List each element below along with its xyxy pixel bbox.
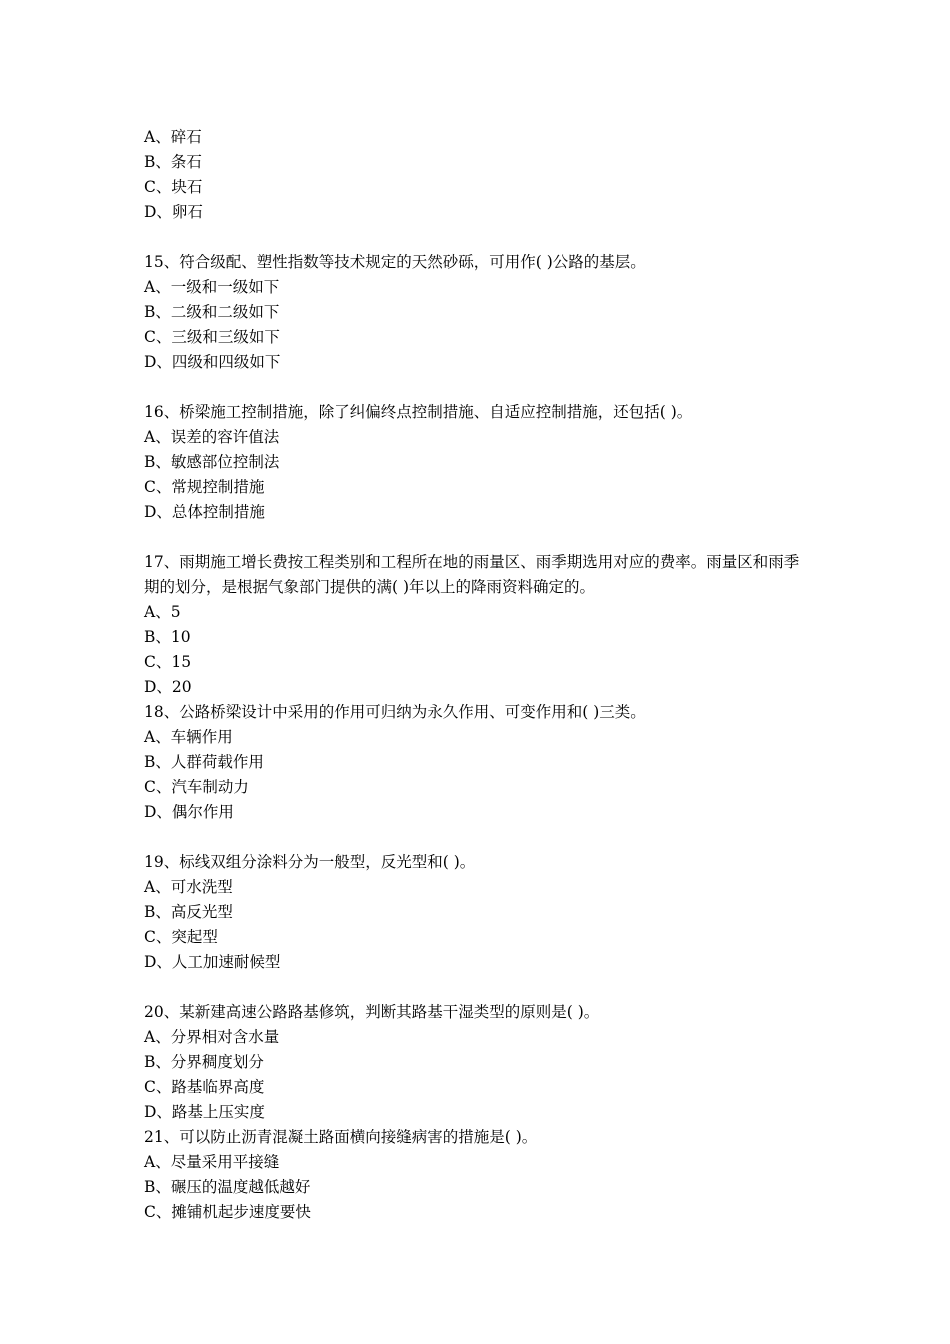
option-b: B、高反光型: [144, 903, 233, 921]
option-a: A、一级和一级如下: [144, 278, 280, 296]
option-a: A、车辆作用: [144, 728, 233, 746]
question-16-stem: 16、桥梁施工控制措施，除了纠偏终点控制措施、自适应控制措施，还包括( )。: [144, 403, 693, 421]
option-c: C、路基临界高度: [144, 1078, 265, 1096]
option-b: B、敏感部位控制法: [144, 453, 280, 471]
option-b: B、10: [144, 628, 191, 646]
question-list: [144, 125, 814, 1225]
option-d: D、四级和四级如下: [144, 353, 281, 371]
option-b: B、碾压的温度越低越好: [144, 1178, 311, 1196]
option-a: A、碎石: [144, 128, 202, 146]
question-20-stem: 20、某新建高速公路路基修筑，判断其路基干湿类型的原则是( )。: [144, 1003, 600, 1021]
option-d: D、总体控制措施: [144, 503, 265, 521]
paragraph-gap: [144, 225, 814, 250]
option-a: A、误差的容许值法: [144, 428, 280, 446]
option-c: C、块石: [144, 178, 203, 196]
option-b: B、人群荷载作用: [144, 753, 264, 771]
paragraph-gap: [144, 825, 814, 850]
option-a: A、可水洗型: [144, 878, 233, 896]
paragraph-gap: [144, 975, 814, 1000]
option-d: D、路基上压实度: [144, 1103, 265, 1121]
option-d: D、卵石: [144, 203, 203, 221]
option-a: A、分界相对含水量: [144, 1028, 280, 1046]
option-c: C、常规控制措施: [144, 478, 265, 496]
question-17-stem: 17、雨期施工增长费按工程类别和工程所在地的雨量区、雨季期选用对应的费率。雨量区和雨季期的划分，是根据气象部门提供的满( )年以上的降雨资料确定的。: [144, 553, 800, 596]
question-21-stem: 21、可以防止沥青混凝土路面横向接缝病害的措施是( )。: [144, 1128, 538, 1146]
paragraph-gap: [144, 525, 814, 550]
option-c: C、汽车制动力: [144, 778, 249, 796]
question-15-stem: 15、符合级配、塑性指数等技术规定的天然砂砾，可用作( )公路的基层。: [144, 253, 646, 271]
option-b: B、条石: [144, 153, 202, 171]
option-c: C、突起型: [144, 928, 218, 946]
option-d: D、20: [144, 678, 192, 696]
question-18-stem: 18、公路桥梁设计中采用的作用可归纳为永久作用、可变作用和( )三类。: [144, 703, 646, 721]
option-a: A、尽量采用平接缝: [144, 1153, 280, 1171]
paragraph-gap: [144, 375, 814, 400]
option-a: A、5: [144, 603, 181, 621]
question-19-stem: 19、标线双组分涂料分为一般型，反光型和( )。: [144, 853, 476, 871]
option-c: C、三级和三级如下: [144, 328, 280, 346]
option-d: D、偶尔作用: [144, 803, 234, 821]
option-b: B、二级和二级如下: [144, 303, 280, 321]
option-d: D、人工加速耐候型: [144, 953, 281, 971]
option-b: B、分界稠度划分: [144, 1053, 264, 1071]
option-c: C、摊铺机起步速度要快: [144, 1203, 311, 1221]
option-c: C、15: [144, 653, 192, 671]
